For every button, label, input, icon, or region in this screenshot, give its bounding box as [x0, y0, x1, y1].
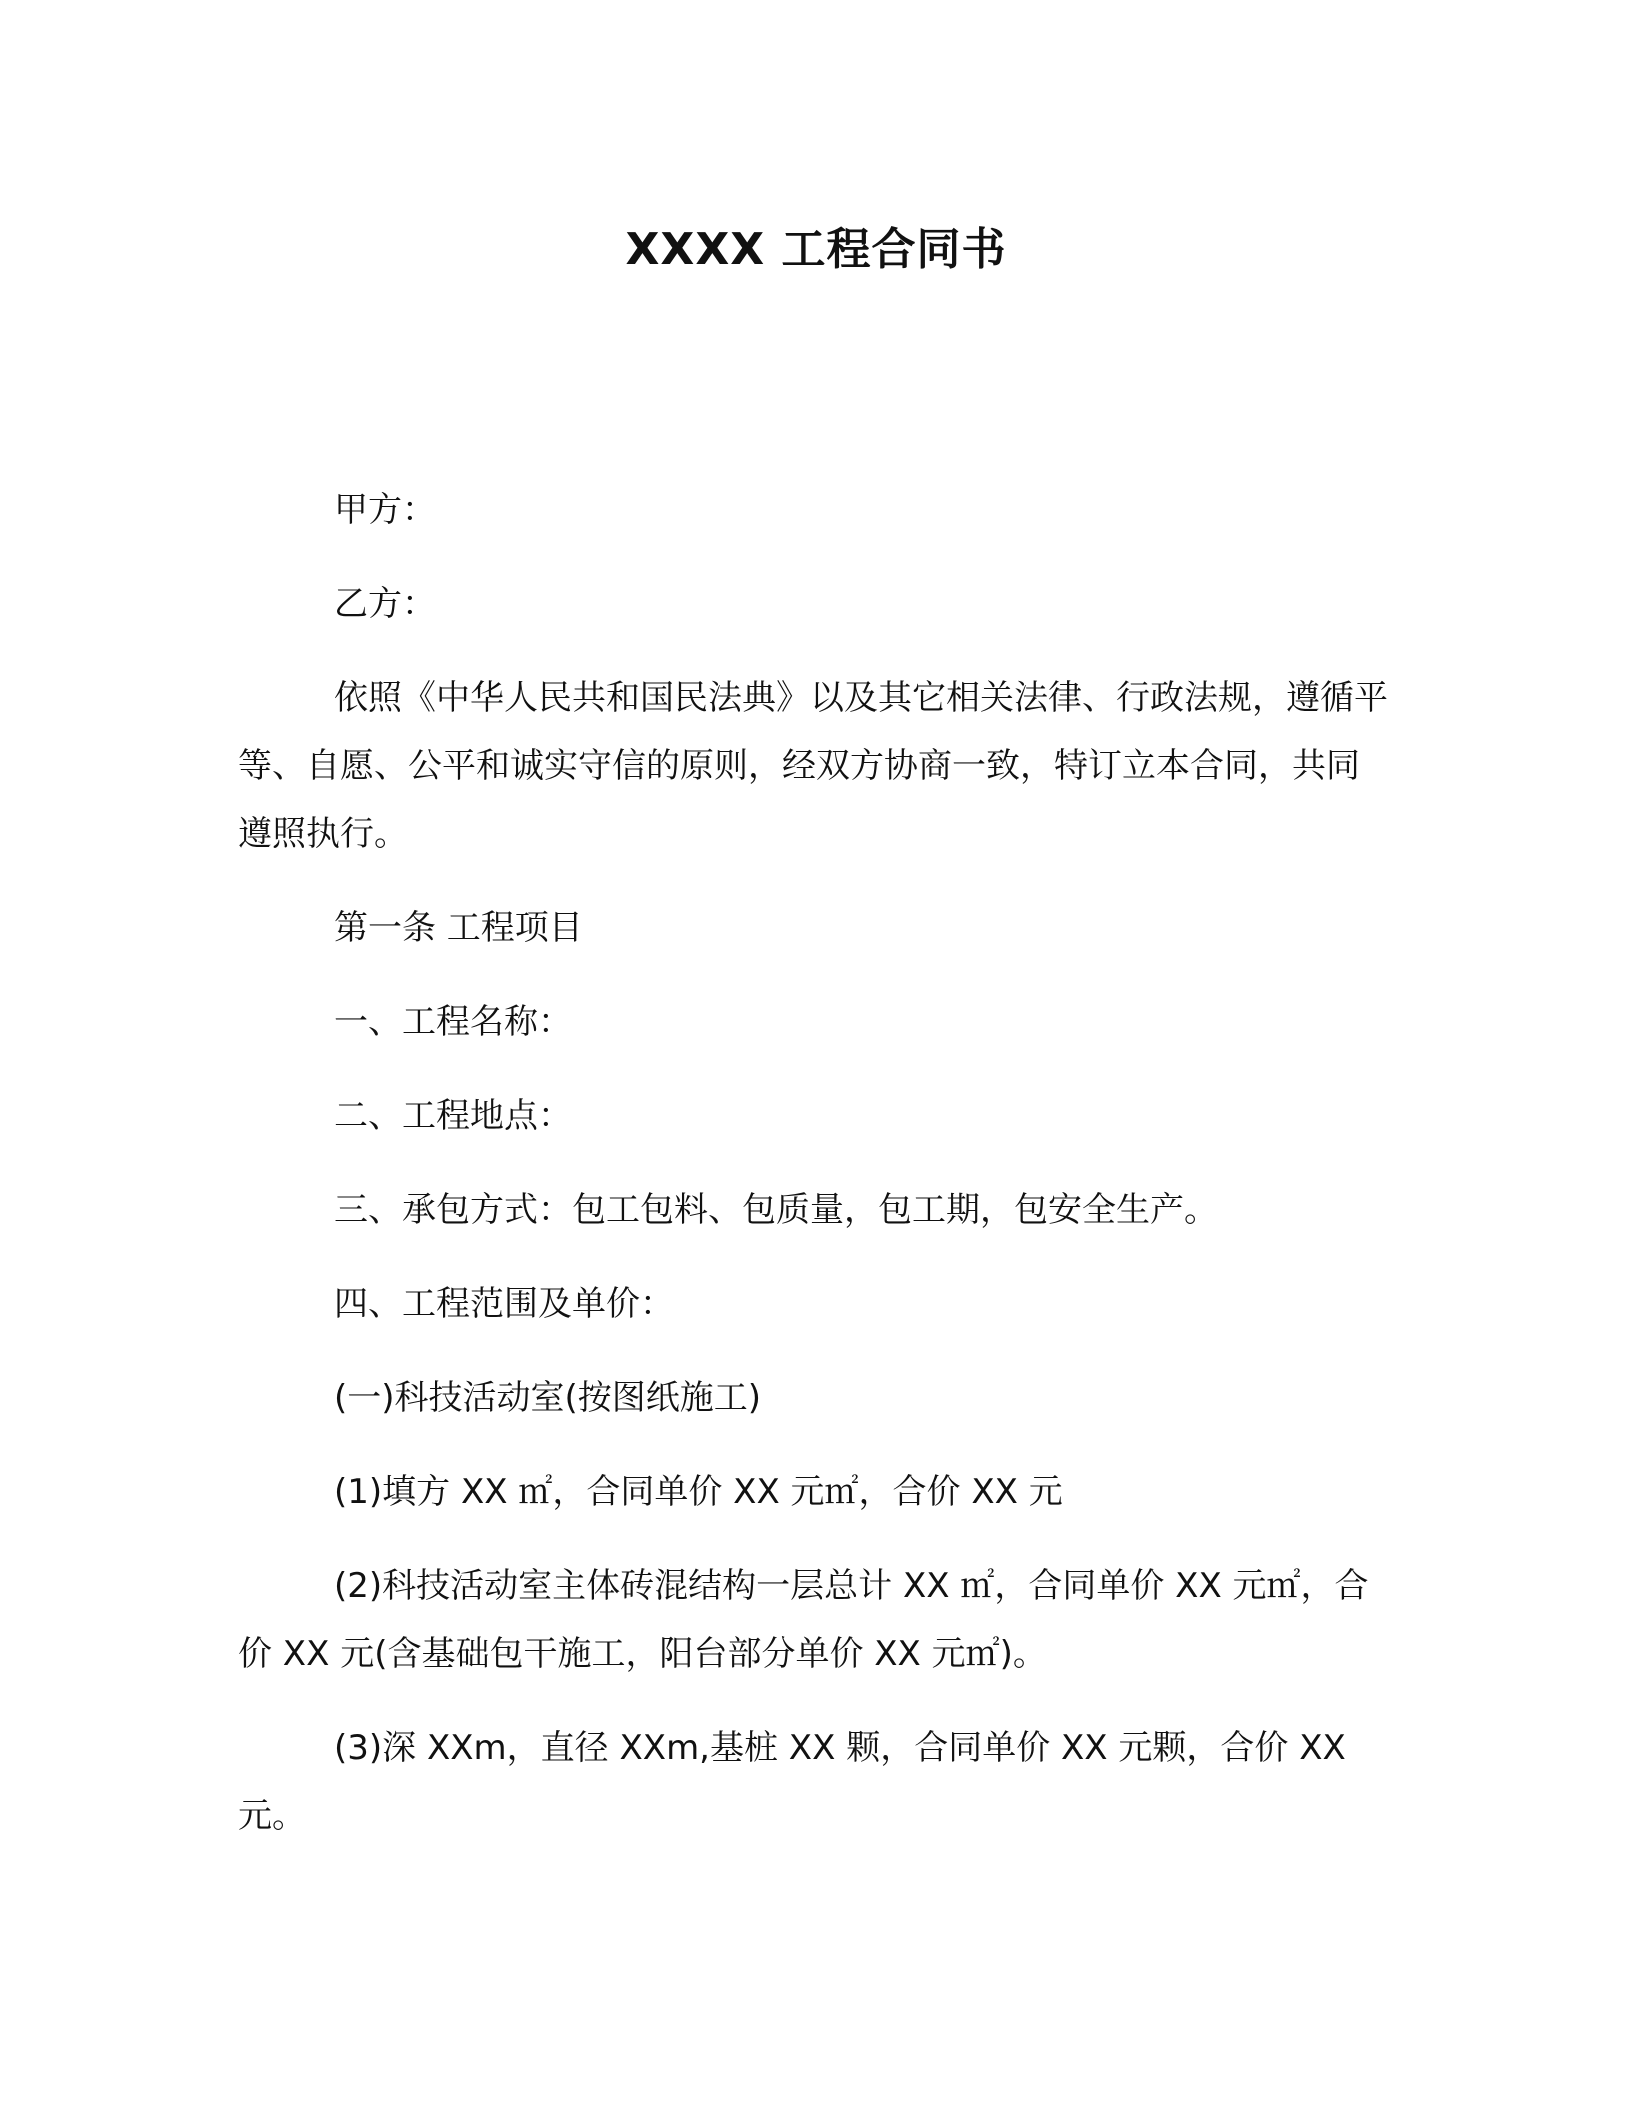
item-3-paragraph: (3)深 XXm，直径 XXm,基桩 XX 颗，合同单价 XX 元颗，合价 XX 元。	[238, 1728, 1346, 1836]
section-1-heading: (一)科技活动室(按图纸施工)	[334, 1378, 762, 1418]
contract-method-line: 三、承包方式：包工包料、包质量，包工期，包安全生产。	[334, 1190, 1218, 1230]
article-1-heading: 第一条 工程项目	[334, 908, 583, 948]
document-body	[238, 476, 1388, 1876]
preamble-paragraph: 依照《中华人民共和国民法典》以及其它相关法律、行政法规，遵循平等、自愿、公平和诚实守信的原则，经双方协商一致，特订立本合同，共同遵照执行。	[238, 678, 1388, 854]
party-b-line: 乙方：	[334, 584, 436, 624]
item-2-paragraph: (2)科技活动室主体砖混结构一层总计 XX ㎡，合同单价 XX 元㎡，合价 XX 元(含基础包干施工，阳台部分单价 XX 元㎡)。	[238, 1566, 1369, 1674]
item-1-line: (1)填方 XX ㎡，合同单价 XX 元㎡，合价 XX 元	[334, 1472, 1063, 1512]
scope-and-price-heading: 四、工程范围及单价：	[334, 1284, 674, 1324]
project-location-line: 二、工程地点：	[334, 1096, 572, 1136]
project-name-line: 一、工程名称：	[334, 1002, 572, 1042]
party-a-line: 甲方：	[334, 490, 436, 530]
document-title: XXXX 工程合同书	[625, 224, 1007, 275]
